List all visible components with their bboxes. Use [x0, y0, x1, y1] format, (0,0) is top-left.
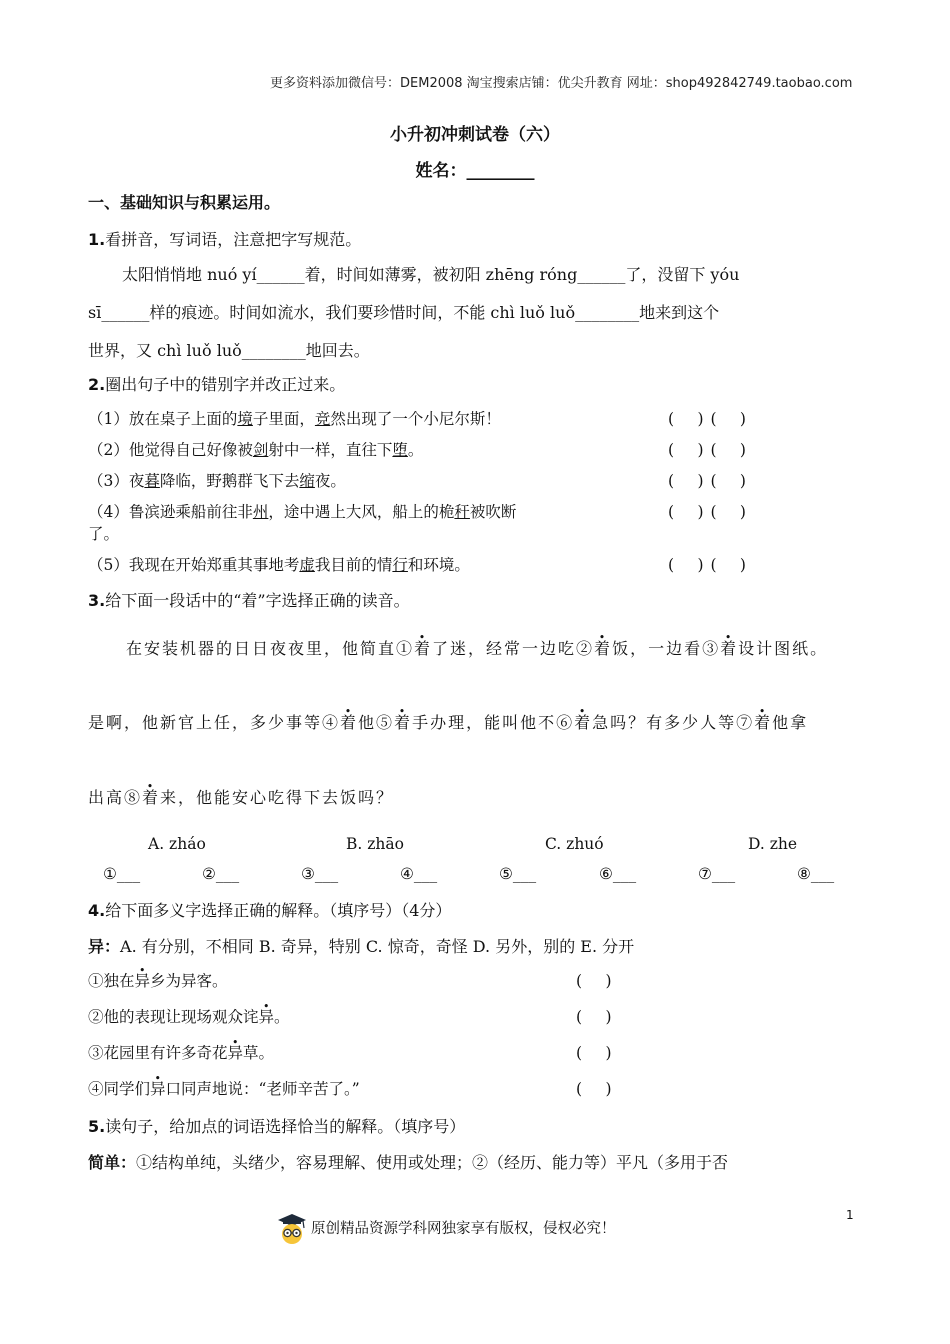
blank-5[interactable]: ⑤___	[499, 865, 537, 883]
definitions-line: 异：A. 有分别，不相同 B. 奇异，特别 C. 惊奇，奇怪 D. 另外，别的 E. 分开	[88, 937, 635, 956]
blank-8[interactable]: ⑧___	[797, 865, 835, 883]
answer-parens-3[interactable]: ( ) ( )	[668, 472, 747, 490]
polysemy-item-3: ③花园里有许多奇花异草。	[88, 1044, 275, 1062]
blank-3[interactable]: ③___	[301, 865, 339, 883]
question-5-title: 5.读句子，给加点的词语选择恰当的解释。（填序号）	[88, 1117, 466, 1136]
question-4-title: 4.给下面多义字选择正确的解释。（填序号）（4分）	[88, 901, 452, 920]
page-title: 小升初冲刺试卷（六）	[390, 125, 560, 145]
mascot-logo-icon	[277, 1213, 307, 1245]
answer-parens-4[interactable]: ( ) ( )	[668, 503, 747, 521]
option-a: A. zháo	[148, 835, 206, 853]
pinyin-line-3: 世界，又 chì luǒ luǒ________地回去。	[88, 341, 370, 360]
option-c: C. zhuó	[545, 835, 604, 853]
reading-line-1: 在安装机器的日日夜夜里，他简直①着了迷，经常一边吃②着饭，一边看③着设计图纸。	[126, 639, 829, 658]
pinyin-line-1: 太阳悄悄地 nuó yí______着，时间如薄雾，被初阳 zhēng róng______了，没留下 yóu	[122, 265, 740, 284]
question-2-title: 2.圈出句子中的错别字并改正过来。	[88, 375, 346, 394]
term-definition-line: 简单：①结构单纯，头绪少，容易理解、使用或处理；②（经历、能力等）平凡（多用于否	[88, 1153, 729, 1172]
header-note: 更多资料添加微信号：DEM2008 淘宝搜索店铺：优尖升教育 网址：shop492842749.taobao.com	[270, 76, 853, 91]
item-1-paren[interactable]: ( )	[576, 972, 613, 990]
blank-1[interactable]: ①___	[103, 865, 141, 883]
polysemy-item-4: ④同学们异口同声地说：“老师辛苦了。”	[88, 1080, 360, 1098]
blank-7[interactable]: ⑦___	[698, 865, 736, 883]
item-3-paren[interactable]: ( )	[576, 1044, 613, 1062]
answer-parens-5[interactable]: ( ) ( )	[668, 556, 747, 574]
blank-2[interactable]: ②___	[202, 865, 240, 883]
blank-4[interactable]: ④___	[400, 865, 438, 883]
copyright-footer: 原创精品资源学科网独家享有版权，侵权必究！	[311, 1221, 616, 1237]
polysemy-item-1: ①独在异乡为异客。	[88, 972, 228, 990]
sentence-4-wrap: 了。	[88, 525, 120, 543]
page-number: 1	[846, 1208, 854, 1222]
option-d: D. zhe	[748, 835, 798, 853]
blank-6[interactable]: ⑥___	[599, 865, 637, 883]
section-heading: 一、基础知识与积累运用。	[88, 193, 281, 212]
reading-line-2: 是啊，他新官上任，多少事等④着他⑤着手办理，能叫他不⑥着急吗？有多少人等⑦着他拿	[88, 713, 809, 732]
sentence-5: （5）我现在开始郑重其事地考虚我目前的情行和环境。	[88, 556, 470, 574]
question-1-title: 1.看拼音，写词语，注意把字写规范。	[88, 230, 362, 249]
sentence-2: （2）他觉得自己好像被剑射中一样，直往下堕。	[88, 441, 424, 459]
question-3-title: 3.给下面一段话中的“着”字选择正确的读音。	[88, 591, 410, 610]
item-4-paren[interactable]: ( )	[576, 1080, 613, 1098]
reading-line-3: 出高⑧着来，他能安心吃得下去饭吗？	[88, 788, 395, 807]
name-field-label: 姓名：________	[415, 161, 535, 181]
item-2-paren[interactable]: ( )	[576, 1008, 613, 1026]
answer-parens-2[interactable]: ( ) ( )	[668, 441, 747, 459]
sentence-3: （3）夜暮降临，野鹅群飞下去缩夜。	[88, 472, 346, 490]
pinyin-line-2: sī______样的痕迹。时间如流水，我们要珍惜时间，不能 chì luǒ luǒ________地来到这个	[88, 303, 720, 322]
sentence-4: （4）鲁滨逊乘船前往非州，途中遇上大风，船上的桅秆被吹断	[88, 503, 517, 521]
polysemy-item-2: ②他的表现让现场观众诧异。	[88, 1008, 290, 1026]
sentence-1: （1）放在桌子上面的境子里面，竞然出现了一个小尼尔斯！	[88, 410, 501, 428]
option-b: B. zhāo	[346, 835, 404, 853]
answer-parens-1[interactable]: ( ) ( )	[668, 410, 747, 428]
